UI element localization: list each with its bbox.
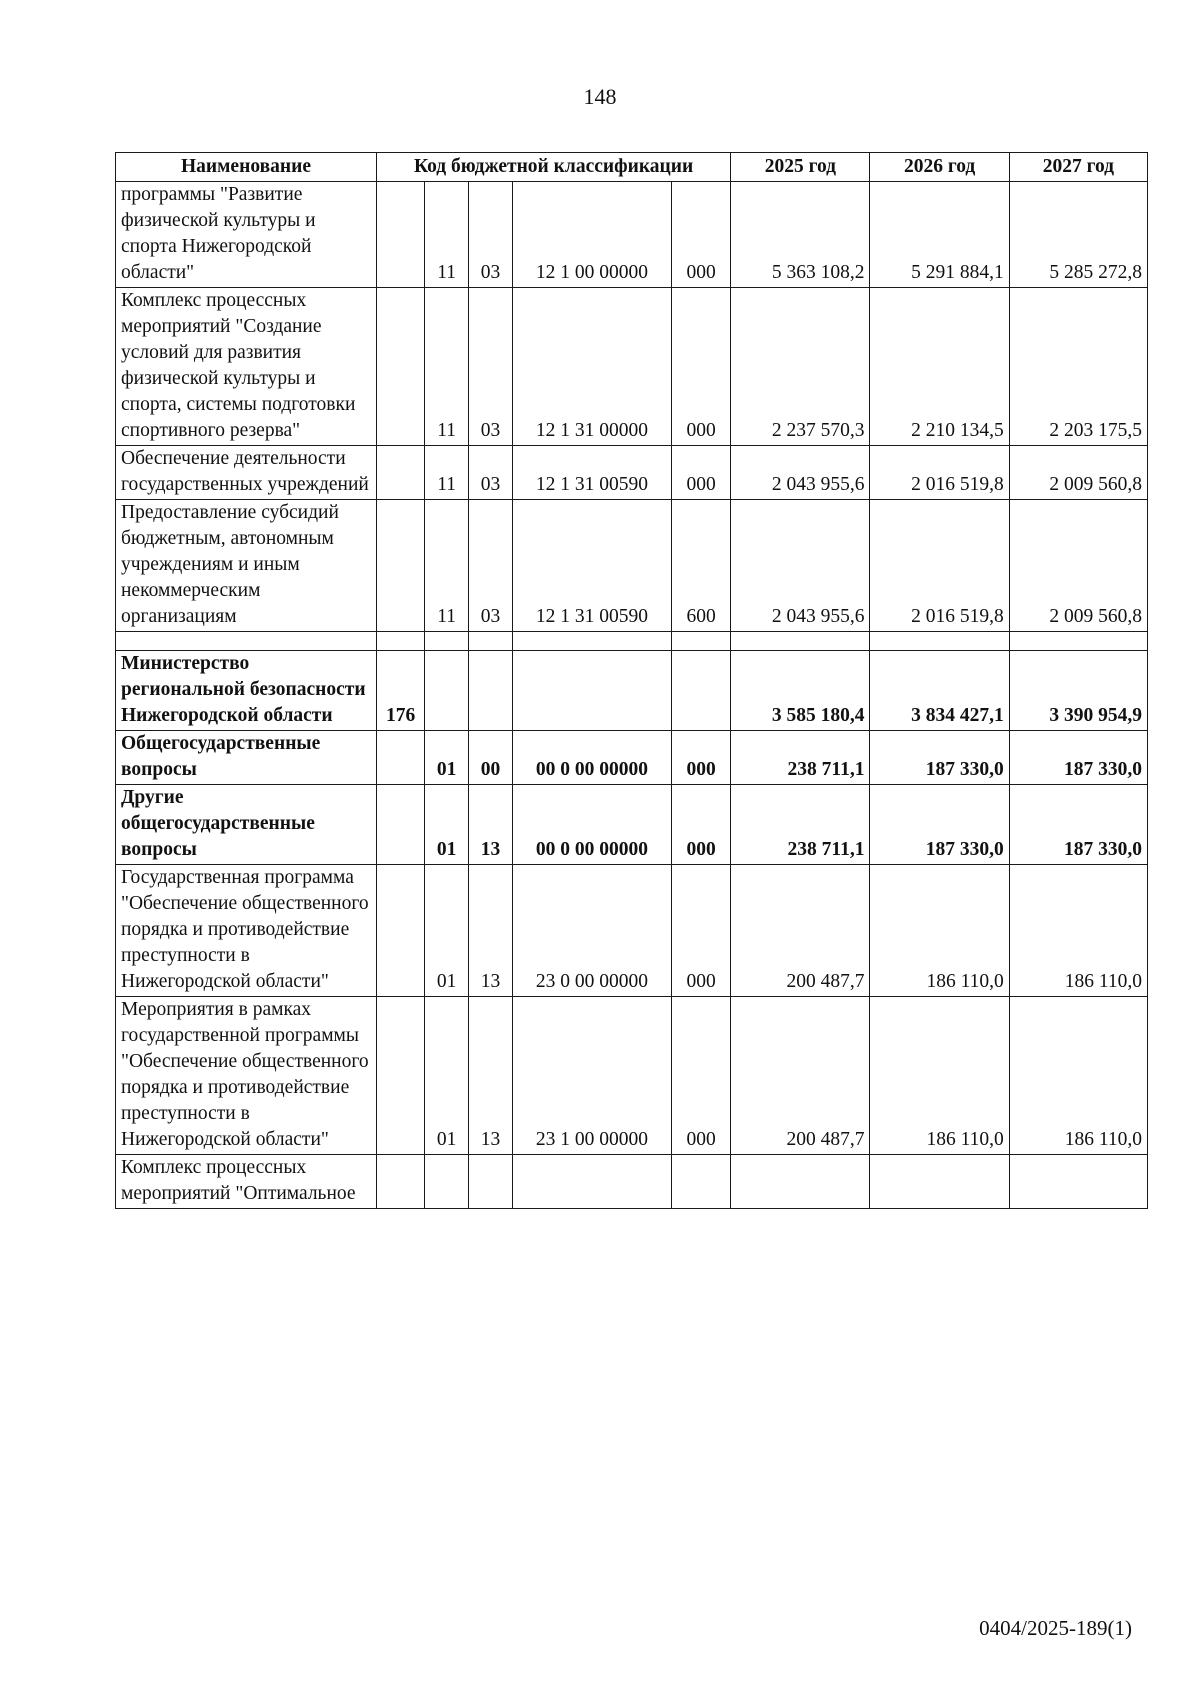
budget-table	[115, 152, 1148, 1209]
cell-target: 00 0 00 00000	[512, 785, 671, 865]
cell-y2026: 2 210 134,5	[870, 288, 1009, 446]
cell-ministry	[377, 865, 425, 997]
cell-target: 23 0 00 00000	[512, 865, 671, 997]
spacer-cell	[1009, 632, 1147, 651]
cell-expense: 600	[671, 500, 730, 632]
cell-y2027	[1009, 1155, 1147, 1209]
cell-y2026: 186 110,0	[870, 865, 1009, 997]
cell-ministry	[377, 182, 425, 288]
header-2027: 2027 год	[1009, 153, 1147, 182]
header-name: Наименование	[116, 153, 377, 182]
cell-section: 11	[425, 182, 469, 288]
spacer-cell	[469, 632, 513, 651]
cell-y2025: 5 363 108,2	[731, 182, 870, 288]
cell-y2026: 186 110,0	[870, 997, 1009, 1155]
cell-ministry	[377, 1155, 425, 1209]
cell-y2026: 3 834 427,1	[870, 651, 1009, 731]
cell-y2027: 2 203 175,5	[1009, 288, 1147, 446]
spacer-cell	[512, 632, 671, 651]
cell-ministry	[377, 997, 425, 1155]
cell-y2027: 3 390 954,9	[1009, 651, 1147, 731]
cell-target: 12 1 31 00590	[512, 500, 671, 632]
cell-section: 01	[425, 785, 469, 865]
cell-target: 12 1 31 00000	[512, 288, 671, 446]
cell-ministry: 176	[377, 651, 425, 731]
table-row	[116, 865, 1148, 997]
cell-subsection	[469, 651, 513, 731]
cell-name: Предоставление субсидий бюджетным, автономным учреждениям и иным некоммерческим организациям	[116, 500, 377, 632]
cell-target	[512, 1155, 671, 1209]
cell-y2026: 187 330,0	[870, 731, 1009, 785]
cell-section: 11	[425, 500, 469, 632]
cell-expense: 000	[671, 997, 730, 1155]
page-number: 148	[583, 84, 617, 109]
cell-expense: 000	[671, 288, 730, 446]
table-row	[116, 288, 1148, 446]
cell-expense	[671, 1155, 730, 1209]
table-row	[116, 500, 1148, 632]
spacer-cell	[377, 632, 425, 651]
cell-section	[425, 1155, 469, 1209]
cell-section: 01	[425, 865, 469, 997]
cell-ministry	[377, 446, 425, 500]
cell-ministry	[377, 731, 425, 785]
cell-expense: 000	[671, 446, 730, 500]
cell-y2027: 186 110,0	[1009, 865, 1147, 997]
spacer-cell	[870, 632, 1009, 651]
cell-expense: 000	[671, 785, 730, 865]
cell-expense	[671, 651, 730, 731]
table-body	[116, 182, 1148, 1209]
cell-section: 11	[425, 446, 469, 500]
cell-ministry	[377, 785, 425, 865]
budget-table-container	[115, 152, 1148, 1209]
table-row	[116, 785, 1148, 865]
cell-subsection: 13	[469, 865, 513, 997]
table-row	[116, 1155, 1148, 1209]
cell-name: Обеспечение деятельности государственных учреждений	[116, 446, 377, 500]
cell-subsection: 13	[469, 997, 513, 1155]
spacer-cell	[425, 632, 469, 651]
cell-subsection: 00	[469, 731, 513, 785]
cell-y2026: 2 016 519,8	[870, 446, 1009, 500]
cell-target: 12 1 00 00000	[512, 182, 671, 288]
cell-name: программы "Развитие физической культуры и спорта Нижегородской области"	[116, 182, 377, 288]
document-code: 0404/2025-189(1)	[979, 1616, 1132, 1640]
cell-name: Министерство региональной безопасности Нижегородской области	[116, 651, 377, 731]
spacer-cell	[116, 632, 377, 651]
spacer-cell	[731, 632, 870, 651]
cell-subsection: 03	[469, 446, 513, 500]
cell-y2027: 5 285 272,8	[1009, 182, 1147, 288]
cell-name: Государственная программа "Обеспечение общественного порядка и противодействие преступности в Нижегородской области"	[116, 865, 377, 997]
cell-subsection: 03	[469, 182, 513, 288]
cell-ministry	[377, 288, 425, 446]
cell-y2027: 187 330,0	[1009, 785, 1147, 865]
cell-name: Комплекс процессных мероприятий "Оптимальное	[116, 1155, 377, 1209]
cell-expense: 000	[671, 865, 730, 997]
table-row	[116, 446, 1148, 500]
cell-y2025: 2 043 955,6	[731, 500, 870, 632]
cell-section: 01	[425, 997, 469, 1155]
cell-subsection: 03	[469, 500, 513, 632]
table-row	[116, 997, 1148, 1155]
cell-y2025: 3 585 180,4	[731, 651, 870, 731]
cell-subsection: 03	[469, 288, 513, 446]
cell-expense: 000	[671, 731, 730, 785]
cell-y2025: 200 487,7	[731, 865, 870, 997]
cell-name: Другие общегосударственные вопросы	[116, 785, 377, 865]
cell-section: 01	[425, 731, 469, 785]
cell-name: Комплекс процессных мероприятий "Создание условий для развития физической культуры и спорта, системы подготовки спортивного резерва"	[116, 288, 377, 446]
table-row	[116, 182, 1148, 288]
cell-section	[425, 651, 469, 731]
header-2026: 2026 год	[870, 153, 1009, 182]
cell-name: Общегосударственные вопросы	[116, 731, 377, 785]
cell-target: 00 0 00 00000	[512, 731, 671, 785]
cell-name: Мероприятия в рамках государственной программы "Обеспечение общественного порядка и противодействие преступности в Нижегородской области"	[116, 997, 377, 1155]
cell-y2027: 186 110,0	[1009, 997, 1147, 1155]
cell-y2025: 2 237 570,3	[731, 288, 870, 446]
cell-target: 23 1 00 00000	[512, 997, 671, 1155]
cell-target	[512, 651, 671, 731]
cell-y2025: 2 043 955,6	[731, 446, 870, 500]
cell-y2026: 2 016 519,8	[870, 500, 1009, 632]
cell-ministry	[377, 500, 425, 632]
cell-section: 11	[425, 288, 469, 446]
table-row	[116, 651, 1148, 731]
header-code: Код бюджетной классификации	[377, 153, 731, 182]
cell-y2025: 200 487,7	[731, 997, 870, 1155]
table-header-row	[116, 153, 1148, 182]
cell-y2026: 187 330,0	[870, 785, 1009, 865]
cell-expense: 000	[671, 182, 730, 288]
cell-y2025: 238 711,1	[731, 785, 870, 865]
cell-y2027: 187 330,0	[1009, 731, 1147, 785]
cell-subsection: 13	[469, 785, 513, 865]
cell-y2027: 2 009 560,8	[1009, 500, 1147, 632]
cell-y2026	[870, 1155, 1009, 1209]
table-row	[116, 731, 1148, 785]
header-2025: 2025 год	[731, 153, 870, 182]
cell-y2025: 238 711,1	[731, 731, 870, 785]
spacer-cell	[671, 632, 730, 651]
cell-y2026: 5 291 884,1	[870, 182, 1009, 288]
cell-y2025	[731, 1155, 870, 1209]
spacer-row	[116, 632, 1148, 651]
cell-y2027: 2 009 560,8	[1009, 446, 1147, 500]
cell-target: 12 1 31 00590	[512, 446, 671, 500]
cell-subsection	[469, 1155, 513, 1209]
